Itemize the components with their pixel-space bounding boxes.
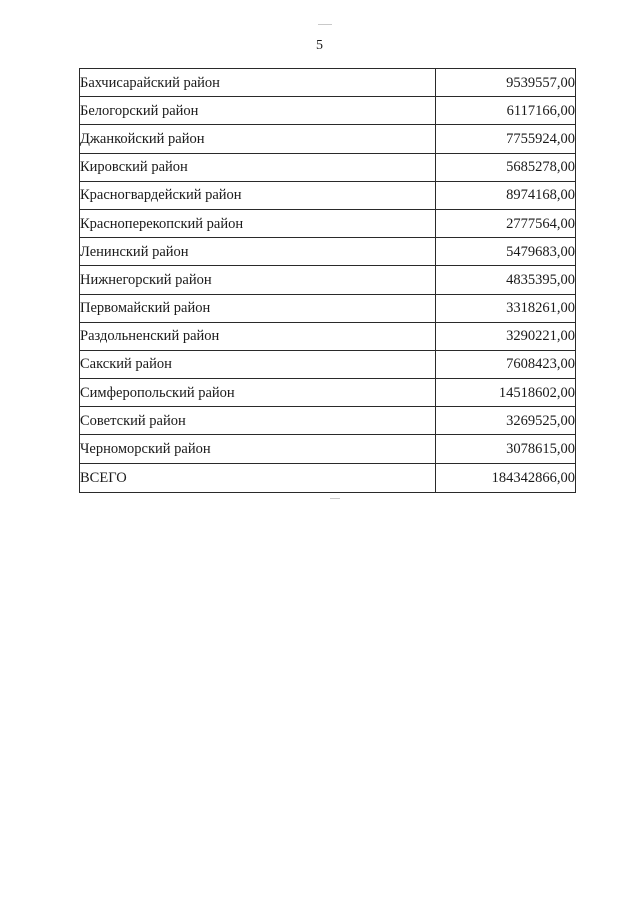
table-row [80, 322, 576, 350]
district-amount: 3290221,00 [436, 322, 576, 350]
table-row [80, 153, 576, 181]
table-row [80, 350, 576, 378]
table-row [80, 97, 576, 125]
district-amount: 7755924,00 [436, 125, 576, 153]
table-row [80, 181, 576, 209]
district-amount: 7608423,00 [436, 350, 576, 378]
district-name: Ленинский район [80, 238, 436, 266]
district-amount: 14518602,00 [436, 379, 576, 407]
table-row [80, 209, 576, 237]
district-name: Нижнегорский район [80, 266, 436, 294]
district-amount: 2777564,00 [436, 209, 576, 237]
district-amount: 5479683,00 [436, 238, 576, 266]
district-name: Симферопольский район [80, 379, 436, 407]
district-name: Раздольненский район [80, 322, 436, 350]
district-name: Бахчисарайский район [80, 69, 436, 97]
table-row [80, 294, 576, 322]
district-name: Советский район [80, 407, 436, 435]
table-row [80, 266, 576, 294]
table-row [80, 407, 576, 435]
district-name: Черноморский район [80, 435, 436, 463]
table-row [80, 238, 576, 266]
table-row [80, 69, 576, 97]
district-name: Красноперекопский район [80, 209, 436, 237]
table-row [80, 435, 576, 463]
district-name: Белогорский район [80, 97, 436, 125]
page-number: 5 [316, 38, 323, 53]
district-amount: 3318261,00 [436, 294, 576, 322]
scan-mark [318, 24, 332, 25]
district-name: Первомайский район [80, 294, 436, 322]
district-name: Джанкойский район [80, 125, 436, 153]
table-row [80, 125, 576, 153]
district-name: Красногвардейский район [80, 181, 436, 209]
district-amount: 9539557,00 [436, 69, 576, 97]
district-name: Кировский район [80, 153, 436, 181]
scan-mark [330, 498, 340, 499]
district-amounts-table [79, 68, 576, 493]
total-label: ВСЕГО [80, 463, 436, 492]
total-row [80, 463, 576, 492]
district-amount: 6117166,00 [436, 97, 576, 125]
total-amount: 184342866,00 [436, 463, 576, 492]
district-amount: 4835395,00 [436, 266, 576, 294]
district-amount: 8974168,00 [436, 181, 576, 209]
table-row [80, 379, 576, 407]
district-name: Сакский район [80, 350, 436, 378]
district-amount: 3078615,00 [436, 435, 576, 463]
district-amount: 5685278,00 [436, 153, 576, 181]
district-amount: 3269525,00 [436, 407, 576, 435]
